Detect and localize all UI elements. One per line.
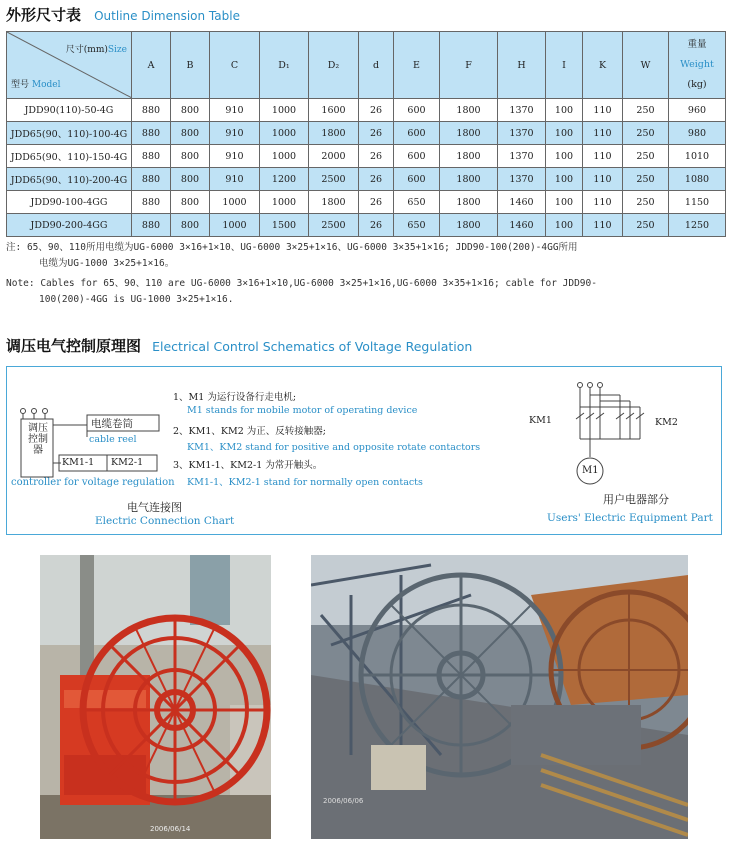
column-header: H [498,32,546,99]
value-cell: 880 [132,122,171,145]
value-cell: 26 [359,99,394,122]
value-cell: 250 [623,214,669,237]
value-cell: 960 [669,99,726,122]
note-en-line2: 100(200)-4GG is UG-1000 3×25+1×16. [39,294,234,305]
cable-reel-cn: 电缆卷筒 [91,418,133,430]
value-cell: 800 [171,122,210,145]
value-cell: 100 [546,168,583,191]
value-cell: 110 [583,191,623,214]
km1-label: KM1 [529,415,552,426]
value-cell: 1080 [669,168,726,191]
value-cell: 1000 [260,99,309,122]
value-cell: 26 [359,214,394,237]
value-cell: 1460 [498,191,546,214]
value-cell: 800 [171,99,210,122]
table-row [7,122,726,145]
value-cell: 1370 [498,122,546,145]
value-cell: 26 [359,145,394,168]
value-cell: 26 [359,168,394,191]
photo-red-cable-reel [40,555,271,839]
model-cell: JDD90-200-4GG [7,214,132,237]
value-cell: 2500 [309,168,359,191]
value-cell: 880 [132,145,171,168]
model-cell: JDD65(90、110)-100-4G [7,122,132,145]
legend-item-3-cn: 3、KM1-1、KM2-1 为常开触头。 [173,460,323,471]
connection-chart-en: Electric Connection Chart [95,515,235,527]
value-cell: 110 [583,214,623,237]
legend-item-1-cn: 1、M1 为运行设备行走电机; [173,392,297,403]
value-cell: 880 [132,191,171,214]
table-row [7,99,726,122]
weight-en: Weight [680,59,714,70]
value-cell: 910 [210,122,260,145]
dimension-title-en: Outline Dimension Table [94,9,240,23]
value-cell: 1370 [498,145,546,168]
table-row [7,191,726,214]
column-header: I [546,32,583,99]
column-header: A [132,32,171,99]
value-cell: 1800 [309,191,359,214]
users-part-en: Users' Electric Equipment Part [547,512,713,524]
value-cell: 250 [623,168,669,191]
value-cell: 250 [623,145,669,168]
value-cell: 1200 [260,168,309,191]
model-cell: JDD90(110)-50-4G [7,99,132,122]
value-cell: 800 [171,214,210,237]
corner-model-cn: 型号 [11,80,30,90]
photo-stamp-left: 2006/06/14 [150,825,191,833]
km1-contact-label: KM1-1 [62,457,95,468]
column-header: K [583,32,623,99]
table-header-row [7,32,726,99]
legend-item-1-en: M1 stands for mobile motor of operating device [187,405,418,416]
value-cell: 880 [132,99,171,122]
value-cell: 100 [546,145,583,168]
photo-industrial-reels [311,555,688,839]
column-header: D₁ [260,32,309,99]
corner-model-en: Model [31,80,61,90]
legend-item-2-cn: 2、KM1、KM2 为正、反转接触器; [173,426,327,437]
column-header: C [210,32,260,99]
value-cell: 26 [359,122,394,145]
value-cell: 110 [583,168,623,191]
km2-contact-label: KM2-1 [111,457,144,468]
value-cell: 1800 [440,191,498,214]
value-cell: 600 [394,168,440,191]
weight-header [669,32,726,99]
notes [6,240,722,308]
model-cell: JDD65(90、110)-150-4G [7,145,132,168]
value-cell: 2500 [309,214,359,237]
table-row [7,145,726,168]
table-row [7,214,726,237]
weight-unit: (kg) [687,79,707,90]
value-cell: 26 [359,191,394,214]
cable-reel-en: cable reel [89,434,137,445]
model-cell: JDD65(90、110)-200-4G [7,168,132,191]
value-cell: 650 [394,214,440,237]
value-cell: 1600 [309,99,359,122]
section-title-dimensions [6,4,240,25]
value-cell: 800 [171,191,210,214]
value-cell: 910 [210,145,260,168]
value-cell: 1150 [669,191,726,214]
value-cell: 2000 [309,145,359,168]
column-header: W [623,32,669,99]
section-title-schematics [6,335,472,356]
schematic-title-en: Electrical Control Schematics of Voltage Regulation [152,339,473,354]
value-cell: 250 [623,122,669,145]
value-cell: 1800 [309,122,359,145]
model-cell: JDD90-100-4GG [7,191,132,214]
note-cn-line2: 电缆为UG-1000 3×25+1×16。 [39,258,175,269]
value-cell: 1460 [498,214,546,237]
value-cell: 110 [583,145,623,168]
value-cell: 1000 [260,145,309,168]
value-cell: 600 [394,122,440,145]
schematic-panel [6,366,722,535]
value-cell: 1800 [440,145,498,168]
column-header: D₂ [309,32,359,99]
value-cell: 800 [171,168,210,191]
users-part-cn: 用户电器部分 [603,493,669,506]
value-cell: 1000 [260,122,309,145]
value-cell: 1370 [498,168,546,191]
controller-label-cn: 调压控制器 [28,423,48,456]
note-cn-line1: 注: 65、90、110所用电缆为UG-6000 3×16+1×10、UG-6000 3×25+1×16、UG-6000 3×35+1×16; JDD90-100(200)-4GG所用 [6,242,578,253]
controller-label-en: controller for voltage regulation [11,477,175,488]
connection-chart-cn: 电气连接图 [127,501,182,514]
value-cell: 1000 [210,214,260,237]
value-cell: 250 [623,99,669,122]
value-cell: 1000 [210,191,260,214]
value-cell: 600 [394,145,440,168]
schematic-title-cn: 调压电气控制原理图 [6,337,142,355]
value-cell: 910 [210,99,260,122]
value-cell: 100 [546,99,583,122]
column-header: F [440,32,498,99]
corner-size-cn: 尺寸(mm) [65,45,108,55]
value-cell: 1800 [440,168,498,191]
value-cell: 1000 [260,191,309,214]
km2-label: KM2 [655,417,678,428]
value-cell: 1800 [440,99,498,122]
value-cell: 880 [132,214,171,237]
value-cell: 100 [546,191,583,214]
value-cell: 100 [546,214,583,237]
legend-item-3-en: KM1-1、KM2-1 stand for normally open contacts [187,477,423,488]
value-cell: 800 [171,145,210,168]
value-cell: 1800 [440,214,498,237]
value-cell: 250 [623,191,669,214]
column-header: E [394,32,440,99]
value-cell: 910 [210,168,260,191]
dimension-table [6,31,726,237]
value-cell: 100 [546,122,583,145]
corner-header [7,32,132,99]
value-cell: 880 [132,168,171,191]
photo-stamp-right: 2006/06/06 [323,797,364,805]
column-header: d [359,32,394,99]
column-header: B [171,32,210,99]
legend-item-2-en: KM1、KM2 stand for positive and opposite rotate contactors [187,442,481,453]
value-cell: 1500 [260,214,309,237]
value-cell: 110 [583,99,623,122]
m1-label: M1 [582,465,599,476]
value-cell: 600 [394,99,440,122]
value-cell: 650 [394,191,440,214]
value-cell: 1370 [498,99,546,122]
table-row [7,168,726,191]
dimension-title-cn: 外形尺寸表 [6,6,82,24]
corner-size-en: Size [107,45,127,55]
value-cell: 1250 [669,214,726,237]
weight-cn: 重量 [687,39,707,50]
value-cell: 980 [669,122,726,145]
value-cell: 110 [583,122,623,145]
value-cell: 1010 [669,145,726,168]
value-cell: 1800 [440,122,498,145]
note-en-line1: Note: Cables for 65、90、110 are UG-6000 3×16+1×10,UG-6000 3×25+1×16,UG-6000 3×35+1×16; cable for JDD90- [6,278,597,289]
